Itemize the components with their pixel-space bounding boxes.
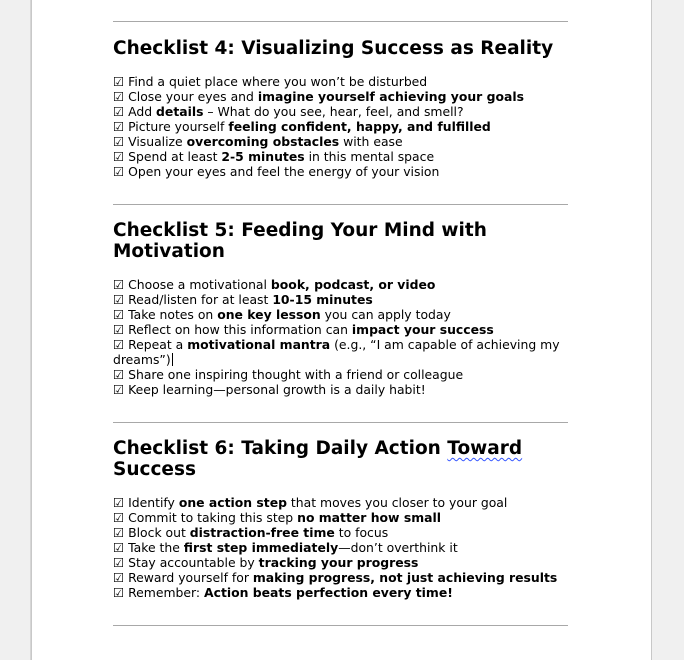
- item-bold-text: overcoming obstacles: [186, 134, 340, 149]
- checkbox-checked-icon: ☑: [113, 337, 125, 352]
- checkbox-checked-icon: ☑: [113, 292, 125, 307]
- item-bold-text: first step immediately: [183, 540, 339, 555]
- item-text: Reward yourself for: [128, 570, 253, 585]
- section-divider: [113, 422, 568, 423]
- checklist-5: [113, 277, 568, 397]
- checklist-item: [113, 337, 568, 367]
- checkbox-checked-icon: ☑: [113, 540, 125, 555]
- checkbox-checked-icon: ☑: [113, 322, 125, 337]
- item-bold-text: motivational mantra: [187, 337, 331, 352]
- item-text: Close your eyes and: [128, 89, 258, 104]
- checkbox-checked-icon: ☑: [113, 510, 125, 525]
- checklist-6: [113, 495, 568, 600]
- item-text: Take the: [128, 540, 184, 555]
- item-text: Visualize: [128, 134, 187, 149]
- checklist-item: [113, 74, 568, 89]
- item-text: Spend at least: [128, 149, 222, 164]
- checklist-item: [113, 149, 568, 164]
- checkbox-checked-icon: ☑: [113, 585, 125, 600]
- checklist-item: [113, 104, 568, 119]
- item-bold-text: feeling confident, happy, and fulfilled: [228, 119, 491, 134]
- spellcheck-flagged-word[interactable]: Toward: [447, 438, 523, 459]
- item-bold-text: Action beats perfection every time!: [204, 585, 453, 600]
- checklist-item: [113, 322, 568, 337]
- item-text: Share one inspiring thought with a friend or colleague: [128, 367, 464, 382]
- checkbox-checked-icon: ☑: [113, 307, 125, 322]
- checklist-item: [113, 555, 568, 570]
- section-6-title-part: Checklist 6: Taking Daily Action: [113, 438, 448, 459]
- checklist-item: [113, 164, 568, 179]
- item-text: Open your eyes and feel the energy of your vision: [128, 164, 440, 179]
- checklist-item: [113, 570, 568, 585]
- checklist-item: [113, 119, 568, 134]
- item-text: Find a quiet place where you won’t be disturbed: [128, 74, 428, 89]
- item-text: Stay accountable by: [128, 555, 259, 570]
- item-bold-text: making progress, not just achieving results: [252, 570, 558, 585]
- checklist-item: [113, 292, 568, 307]
- item-text: (e.g., “I am capable of achieving my dreams”): [113, 337, 560, 367]
- checklist-item: [113, 510, 568, 525]
- checklist-4: [113, 74, 568, 179]
- checkbox-checked-icon: ☑: [113, 525, 125, 540]
- checkbox-checked-icon: ☑: [113, 277, 125, 292]
- item-text: with ease: [339, 134, 403, 149]
- item-text: Identify: [128, 495, 179, 510]
- checkbox-checked-icon: ☑: [113, 149, 125, 164]
- checklist-item: [113, 307, 568, 322]
- item-bold-text: impact your success: [351, 322, 494, 337]
- item-bold-text: distraction-free time: [189, 525, 335, 540]
- checkbox-checked-icon: ☑: [113, 367, 125, 382]
- item-text: – What do you see, hear, feel, and smell?: [203, 104, 464, 119]
- item-bold-text: 10-15 minutes: [272, 292, 373, 307]
- item-text: Keep learning—personal growth is a daily habit!: [128, 382, 426, 397]
- checkbox-checked-icon: ☑: [113, 119, 125, 134]
- item-text: Reflect on how this information can: [128, 322, 352, 337]
- checklist-item: [113, 382, 568, 397]
- item-text: to focus: [334, 525, 389, 540]
- section-4-heading: Checklist 4: Visualizing Success as Reality: [113, 38, 554, 59]
- checklist-item: [113, 134, 568, 149]
- item-text: Repeat a: [128, 337, 188, 352]
- checklist-item: [113, 89, 568, 104]
- item-text: Take notes on: [128, 307, 218, 322]
- item-text: in this mental space: [304, 149, 435, 164]
- checkbox-checked-icon: ☑: [113, 104, 125, 119]
- checklist-item: [113, 540, 568, 555]
- item-text: that moves you closer to your goal: [286, 495, 508, 510]
- section-6-title-part: Success: [113, 459, 196, 480]
- item-bold-text: one action step: [178, 495, 287, 510]
- checklist-item: [113, 277, 568, 292]
- checkbox-checked-icon: ☑: [113, 89, 125, 104]
- checklist-item: [113, 367, 568, 382]
- item-text: Picture yourself: [128, 119, 229, 134]
- item-bold-text: 2-5 minutes: [221, 149, 305, 164]
- item-bold-text: book, podcast, or video: [270, 277, 436, 292]
- item-text: Add: [128, 104, 157, 119]
- section-divider: [113, 625, 568, 626]
- checkbox-checked-icon: ☑: [113, 164, 125, 179]
- item-text: Read/listen for at least: [128, 292, 273, 307]
- section-5-heading: Checklist 5: Feeding Your Mind with Motivation: [113, 220, 487, 262]
- item-text: Commit to taking this step: [128, 510, 298, 525]
- checkbox-checked-icon: ☑: [113, 382, 125, 397]
- item-bold-text: no matter how small: [297, 510, 441, 525]
- item-text: —don’t overthink it: [338, 540, 458, 555]
- checkbox-checked-icon: ☑: [113, 495, 125, 510]
- checklist-item: [113, 525, 568, 540]
- checkbox-checked-icon: ☑: [113, 74, 125, 89]
- item-text: you can apply today: [320, 307, 451, 322]
- text-cursor: [172, 353, 173, 366]
- section-6-heading: [113, 438, 533, 480]
- checkbox-checked-icon: ☑: [113, 134, 125, 149]
- section-divider: [113, 204, 568, 205]
- checkbox-checked-icon: ☑: [113, 555, 125, 570]
- item-bold-text: imagine yourself achieving your goals: [257, 89, 524, 104]
- item-bold-text: tracking your progress: [258, 555, 419, 570]
- item-text: Choose a motivational: [128, 277, 271, 292]
- checkbox-checked-icon: ☑: [113, 570, 125, 585]
- checklist-item: [113, 495, 568, 510]
- item-bold-text: details: [156, 104, 204, 119]
- item-text: Remember:: [128, 585, 205, 600]
- item-bold-text: one key lesson: [217, 307, 321, 322]
- checklist-item: [113, 585, 568, 600]
- item-text: Block out: [128, 525, 190, 540]
- section-divider: [113, 21, 568, 22]
